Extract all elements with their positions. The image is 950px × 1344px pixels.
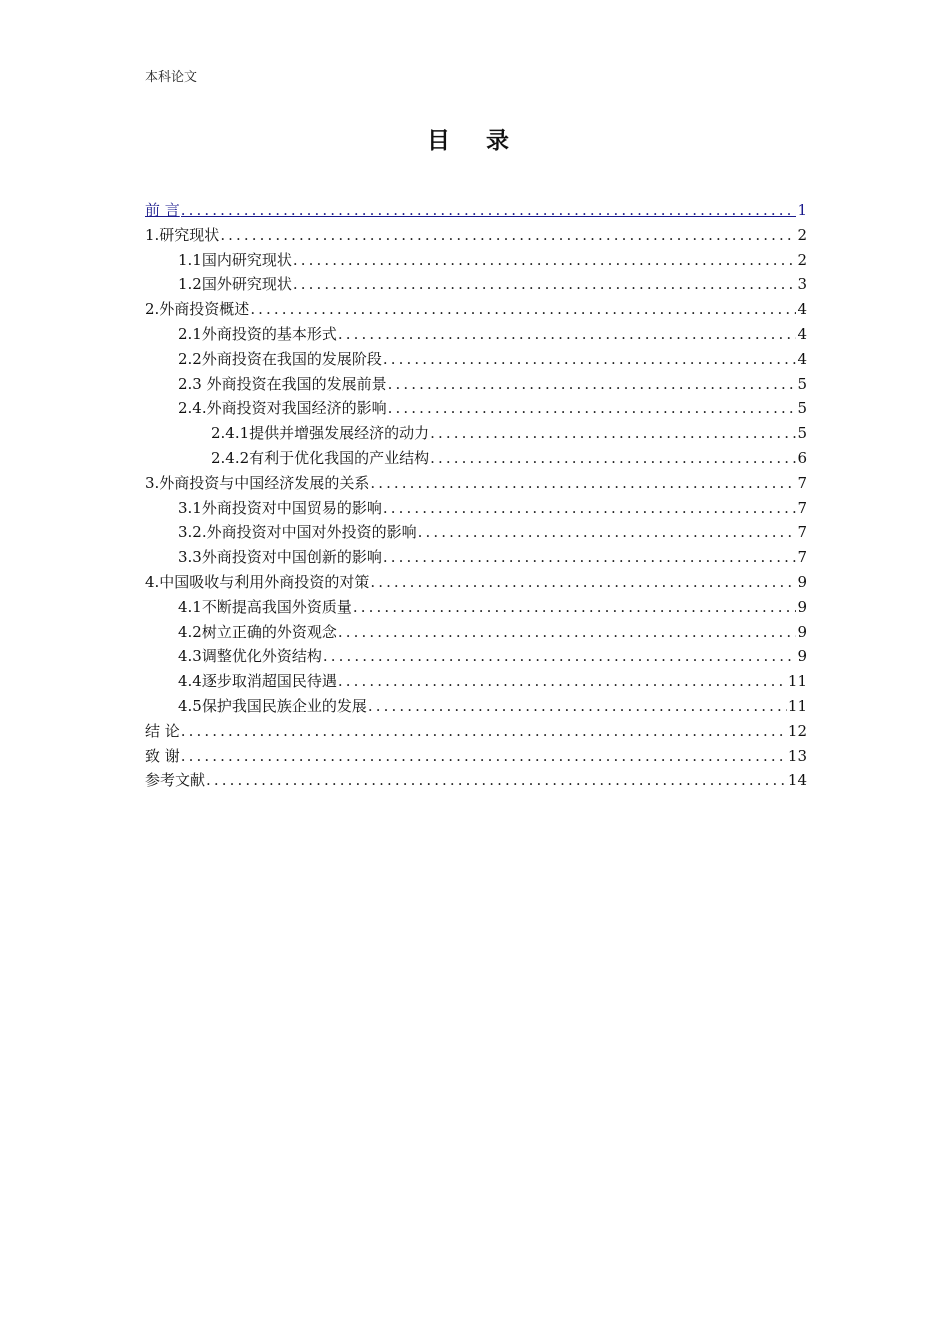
toc-entry-label: 2.4.2有利于优化我国的产业结构 [211, 448, 430, 467]
toc-entry-label: 4.5保护我国民族企业的发展 [178, 696, 367, 715]
toc-leader [323, 647, 797, 665]
toc-leader [353, 598, 797, 616]
toc-entry-page: 6 [797, 448, 807, 467]
toc-entry-label: 1.1国内研究现状 [178, 250, 292, 269]
toc-entry[interactable] [145, 273, 807, 298]
toc-entry-label: 4.4逐步取消超国民待遇 [178, 672, 337, 691]
toc-entry-page: 9 [797, 622, 807, 641]
toc-entry-label: 3.3外商投资对中国创新的影响 [178, 548, 382, 567]
toc-entry[interactable] [145, 695, 807, 720]
toc-entry-page: 1 [797, 201, 807, 219]
toc-leader [370, 474, 796, 492]
toc-entry-page: 4 [797, 300, 807, 319]
toc-leader [430, 424, 796, 442]
toc-entry-label: 3.1外商投资对中国贸易的影响 [178, 498, 382, 517]
toc-entry-label: 4.1不断提高我国外资质量 [178, 597, 352, 616]
toc-entry-page: 11 [787, 696, 807, 715]
toc-entry-label: 3.2.外商投资对中国对外投资的影响 [178, 523, 417, 542]
toc-entry-page: 7 [797, 498, 807, 517]
toc-leader [181, 722, 787, 740]
toc-leader [181, 201, 797, 219]
toc-leader [388, 399, 797, 417]
toc-entry[interactable] [145, 373, 807, 398]
toc-entry-page: 3 [797, 275, 807, 294]
toc-entry-page: 5 [797, 374, 807, 393]
toc-entry[interactable] [145, 745, 807, 770]
toc-entry[interactable] [145, 670, 807, 695]
toc-entry[interactable] [145, 645, 807, 670]
toc-entry-label: 结 论 [145, 721, 180, 740]
toc-entry-label: 2.4.1提供并增强发展经济的动力 [211, 424, 430, 443]
toc-entry-label: 2.3 外商投资在我国的发展前景 [178, 374, 387, 393]
toc-entry[interactable] [145, 621, 807, 646]
toc-entry-page: 5 [797, 399, 807, 418]
toc-leader [368, 697, 787, 715]
toc-leader [370, 573, 796, 591]
toc-entry-label: 1.2国外研究现状 [178, 275, 292, 294]
toc-entry-page: 2 [797, 225, 807, 244]
toc-entry-label: 2.2外商投资在我国的发展阶段 [178, 349, 382, 368]
toc-entry[interactable] [145, 249, 807, 274]
page-title: 目 录 [426, 128, 523, 154]
toc-entry-page: 11 [787, 672, 807, 691]
toc-entry[interactable] [145, 298, 807, 323]
toc-leader [383, 499, 797, 517]
toc-leader [293, 251, 797, 269]
running-header: 本科论文 [145, 70, 198, 85]
toc-entry-page: 2 [797, 250, 807, 269]
toc-entry-label: 2.1外商投资的基本形式 [178, 324, 337, 343]
toc-entry[interactable] [145, 447, 807, 472]
toc-entry-page: 7 [797, 523, 807, 542]
toc-entry-label: 2.外商投资概述 [145, 300, 250, 319]
toc-entry-label: 3.外商投资与中国经济发展的关系 [145, 473, 370, 492]
toc-entry[interactable] [145, 224, 807, 249]
toc-entry-label: 4.中国吸收与利用外商投资的对策 [145, 572, 370, 591]
toc-entry-page: 13 [787, 746, 807, 765]
toc-leader [181, 747, 787, 765]
toc-entry-preface[interactable] [145, 199, 807, 224]
toc-entry[interactable] [145, 521, 807, 546]
toc-leader [383, 548, 797, 566]
toc-leader [293, 275, 797, 293]
toc-entry[interactable] [145, 596, 807, 621]
toc-entry[interactable] [145, 497, 807, 522]
toc-entry-label: 前 言 [145, 201, 180, 219]
toc-entry-label: 4.2树立正确的外资观念 [178, 622, 337, 641]
toc-entry[interactable] [145, 422, 807, 447]
toc-entry[interactable] [145, 348, 807, 373]
toc-leader [388, 375, 797, 393]
toc-entry-label: 4.3调整优化外资结构 [178, 647, 322, 666]
toc-entry-page: 5 [797, 424, 807, 443]
toc-entry-label: 2.4.外商投资对我国经济的影响 [178, 399, 387, 418]
toc-leader [206, 771, 787, 789]
toc-entry-page: 9 [797, 572, 807, 591]
toc-entry-page: 9 [797, 647, 807, 666]
toc-leader [338, 672, 787, 690]
toc-entry[interactable] [145, 397, 807, 422]
toc-leader [383, 350, 797, 368]
toc-leader [250, 300, 796, 318]
toc-leader [220, 226, 796, 244]
toc-entry[interactable] [145, 546, 807, 571]
toc-entry[interactable] [145, 472, 807, 497]
toc-leader [338, 325, 797, 343]
toc-entry-page: 4 [797, 349, 807, 368]
toc-entry-page: 12 [787, 721, 807, 740]
toc-entry-page: 7 [797, 548, 807, 567]
toc-entry[interactable] [145, 571, 807, 596]
toc-entry-page: 14 [787, 771, 807, 790]
toc-entry-page: 4 [797, 324, 807, 343]
toc-entry-label: 参考文献 [145, 771, 206, 790]
toc-entry-label: 1.研究现状 [145, 225, 220, 244]
toc-leader [430, 449, 796, 467]
toc-entry[interactable] [145, 720, 807, 745]
toc-leader [418, 523, 797, 541]
toc-leader [338, 623, 797, 641]
table-of-contents [145, 199, 807, 794]
toc-entry-label: 致 谢 [145, 746, 180, 765]
toc-entry-page: 9 [797, 597, 807, 616]
toc-entry[interactable] [145, 323, 807, 348]
toc-entry-page: 7 [797, 473, 807, 492]
toc-entry[interactable] [145, 769, 807, 794]
